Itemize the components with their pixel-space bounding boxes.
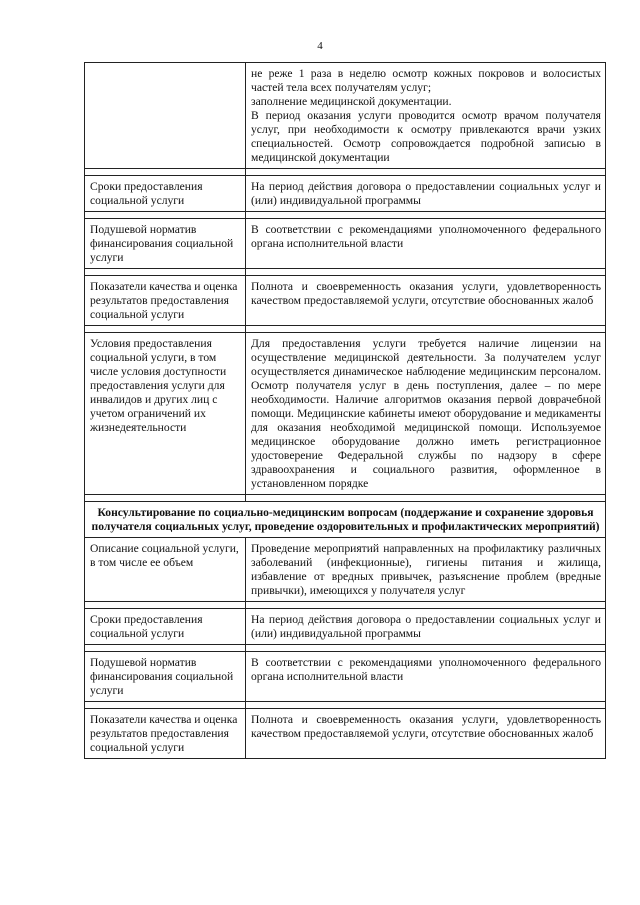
row-label: Показатели качества и оценка результатов предоставления социальной услуги bbox=[85, 709, 246, 759]
content-paragraph: На период действия договора о предоставлении социальных услуг и (или) индивидуальной программы bbox=[251, 613, 601, 640]
row-content bbox=[246, 333, 606, 495]
table-row bbox=[85, 276, 606, 326]
row-label: Показатели качества и оценка результатов предоставления социальной услуги bbox=[85, 276, 246, 326]
row-content bbox=[246, 276, 606, 326]
section-title: Консультирование по социально-медицинским вопросам (поддержание и сохранение здоровья получателя социальных услуг, проведение оздоровительных и профилактических мероприятий) bbox=[85, 502, 606, 538]
content-paragraph: Проведение мероприятий направленных на профилактику различных заболеваний (инфекционные), гигиены питания и жилища, избавление от вредных привычек, разъяснение проблем (вредные привычки), имеющихся у получателя услуг bbox=[251, 542, 601, 597]
row-content bbox=[246, 219, 606, 269]
content-paragraph: В период оказания услуги проводится осмотр врачом получателя услуг, при необходимости к осмотру привлекаются врачи узких специальностей. Осмотр сопровождается подробной записью в медицинской документации bbox=[251, 109, 601, 164]
content-paragraph: На период действия договора о предоставлении социальных услуг и (или) индивидуальной программы bbox=[251, 180, 601, 207]
row-label: Условия предоставления социальной услуги, в том числе условия доступности предоставления услуги для инвалидов и других лиц с учетом ограничений их жизнедеятельности bbox=[85, 333, 246, 495]
section-row bbox=[85, 502, 606, 538]
row-content bbox=[246, 63, 606, 169]
row-content bbox=[246, 609, 606, 645]
row-label: Сроки предоставления социальной услуги bbox=[85, 609, 246, 645]
table-row bbox=[85, 333, 606, 495]
table-row bbox=[85, 176, 606, 212]
row-label: Сроки предоставления социальной услуги bbox=[85, 176, 246, 212]
table-row bbox=[85, 652, 606, 702]
row-label: Подушевой норматив финансирования социальной услуги bbox=[85, 652, 246, 702]
table-row bbox=[85, 709, 606, 759]
content-paragraph: заполнение медицинской документации. bbox=[251, 95, 452, 108]
content-paragraph: не реже 1 раза в неделю осмотр кожных покровов и волосистых частей тела всех получателям услуг; bbox=[251, 67, 601, 94]
row-label bbox=[85, 63, 246, 169]
page-number: 4 bbox=[317, 40, 323, 52]
content-paragraph: Полнота и своевременность оказания услуги, удовлетворенность качеством предоставляемой услуги, отсутствие обоснованных жалоб bbox=[251, 713, 601, 740]
services-table bbox=[84, 62, 606, 759]
content-paragraph: Для предоставления услуги требуется наличие лицензии на осуществление медицинской деятельности. За получателем услуг осуществляется динамическое наблюдение медицинским персоналом. Осмотр получателя услуг в день поступления, далее – по мере необходимости. Наличие алгоритмов оказания первой доврачебной помощи. Медицинские кабинеты имеют оборудование и медикаменты для оказания необходимой медицинской помощи. Используемое медицинское оборудование должно иметь регистрационное удостоверение Федеральной службы по надзору в сфере здравоохранения и социального развития, оформленное в установленном порядке bbox=[251, 337, 601, 490]
table-row bbox=[85, 609, 606, 645]
content-paragraph: В соответствии с рекомендациями уполномоченного федерального органа исполнительной власти bbox=[251, 656, 601, 683]
row-content bbox=[246, 709, 606, 759]
table-row bbox=[85, 538, 606, 602]
table-row bbox=[85, 63, 606, 169]
row-content bbox=[246, 538, 606, 602]
content-paragraph: Полнота и своевременность оказания услуги, удовлетворенность качеством предоставляемой услуги, отсутствие обоснованных жалоб bbox=[251, 280, 601, 307]
content-paragraph: В соответствии с рекомендациями уполномоченного федерального органа исполнительной власти bbox=[251, 223, 601, 250]
row-label: Подушевой норматив финансирования социальной услуги bbox=[85, 219, 246, 269]
row-label: Описание социальной услуги, в том числе ее объем bbox=[85, 538, 246, 602]
row-content bbox=[246, 176, 606, 212]
row-content bbox=[246, 652, 606, 702]
table-row bbox=[85, 219, 606, 269]
